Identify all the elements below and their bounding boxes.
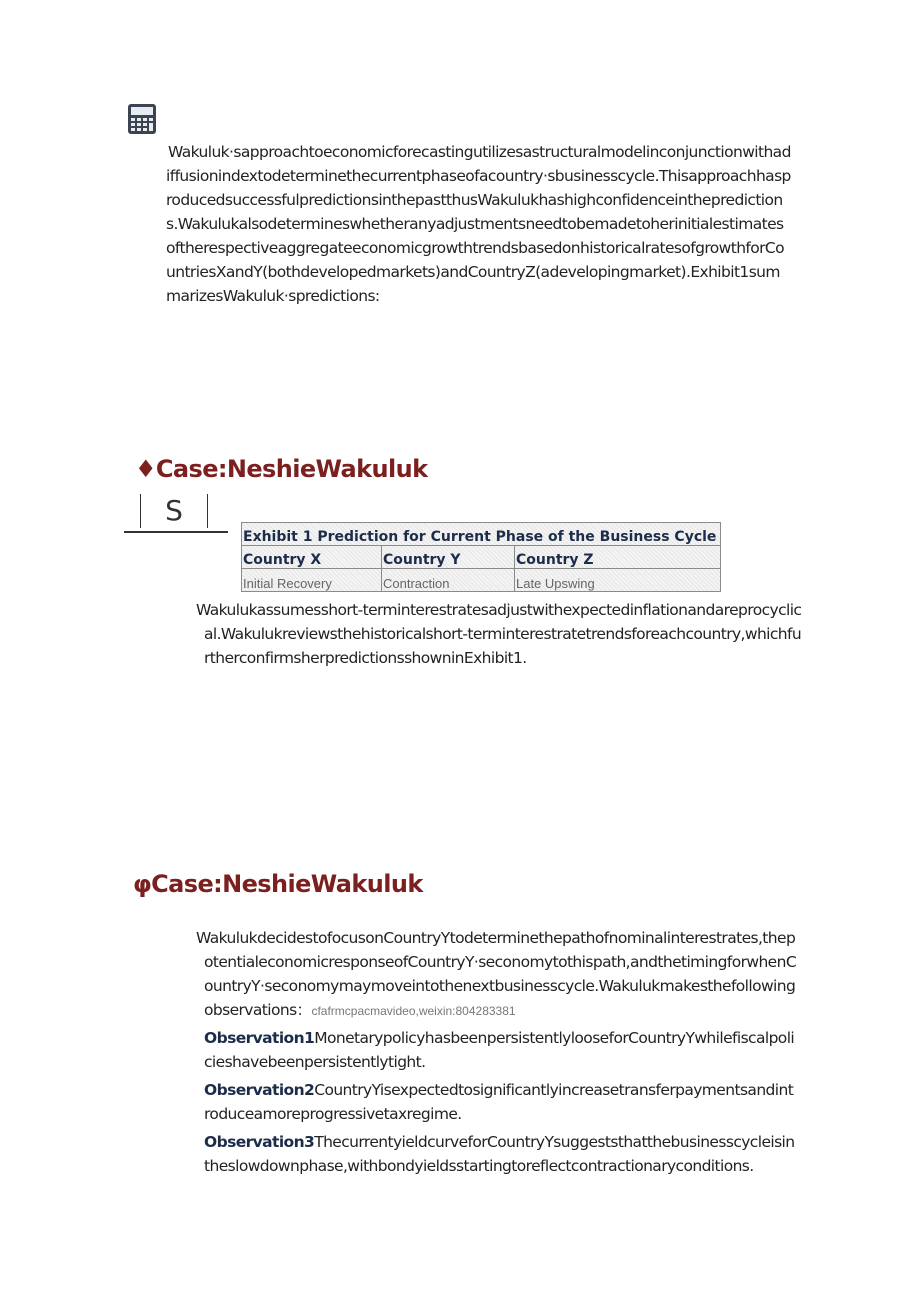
observation-2 — [204, 1078, 796, 1126]
observation-2-text: CountryYisexpectedtosignificantlyincreasetransferpaymentsandintroduceamoreprogressivetaxregime. — [204, 1081, 794, 1123]
exhibit-header-country-x: Country X — [242, 546, 382, 569]
observation-3 — [204, 1130, 796, 1178]
observation-1-label: Observation1 — [204, 1029, 315, 1047]
section2-paragraph-text: WakulukdecidestofocusonCountryYtodeterminethepathofnominalinterestrates,thepotentialeconomicresponseofCountryY·seconomytothispath,andthetimingforwhenCountryY·seconomymaymoveintothenextbusinesscycle.Wakulukmakesthefollowingobservations： — [196, 929, 797, 1019]
contact-note: cfafrmcpacmavideo,weixin:804283381 — [311, 1004, 516, 1018]
observation-3-text: ThecurrentyieldcurveforCountryYsuggeststhatthebusinesscycleisintheslowdownphase,withbondyieldsstartingtoreflectcontractionaryconditions. — [204, 1133, 795, 1175]
exhibit-table — [241, 522, 721, 592]
observation-1-text: MonetarypolicyhasbeenpersistentlylooseforCountryYwhilefiscalpolicieshavebeenpersistentlytight. — [204, 1029, 795, 1071]
observation-3-label: Observation3 — [204, 1133, 315, 1151]
exhibit-value-country-y: Contraction — [382, 569, 515, 592]
observation-1 — [204, 1026, 796, 1074]
exhibit-value-country-x: Initial Recovery — [242, 569, 382, 592]
section1-paragraph: Wakulukassumesshort-terminterestratesadjustwithexpectedinflationandareprocyclical.Wakulukreviewsthehistoricalshort-terminterestratetrendsforeachcountry,whichfurtherconfirmsherpredictionsshowninExhibit1. — [196, 601, 802, 667]
exhibit-header-country-z: Country Z — [515, 546, 721, 569]
exhibit-header-country-y: Country Y — [382, 546, 515, 569]
exhibit-value-country-z: Late Upswing — [515, 569, 721, 592]
calculator-icon — [127, 103, 157, 135]
section-mark-underline — [124, 531, 228, 533]
section-mark: S — [140, 494, 208, 528]
exhibit-title: Exhibit 1 Prediction for Current Phase of the Business Cycle — [242, 523, 721, 546]
section2-paragraph — [196, 926, 804, 1023]
intro-paragraph: Wakuluk·sapproachtoeconomicforecastingutilizesastructuralmodelinconjunctionwithadiffusionindextodeterminethecurrentphaseofacountry·sbusinesscycle.ThisapproachhasproducedsuccessfulpredictionsinthepastthusWakulukhashighconfidenceinthepredictions.WakulukalsodetermineswhetheranyadjustmentsneedtobemadetoherinitialestimatesoftherespectiveaggregateeconomicgrowthtrendsbasedonhistoricalratesofgrowthforCountriesXandY(bothdevelopedmarkets)andCountryZ(adevelopingmarket).Exhibit1summarizesWakuluk·spredictions: — [166, 143, 791, 305]
section-heading-2: φCase:NeshieWakuluk — [133, 870, 423, 898]
section-heading-1: ♦Case:NeshieWakuluk — [135, 455, 428, 483]
observation-2-label: Observation2 — [204, 1081, 315, 1099]
